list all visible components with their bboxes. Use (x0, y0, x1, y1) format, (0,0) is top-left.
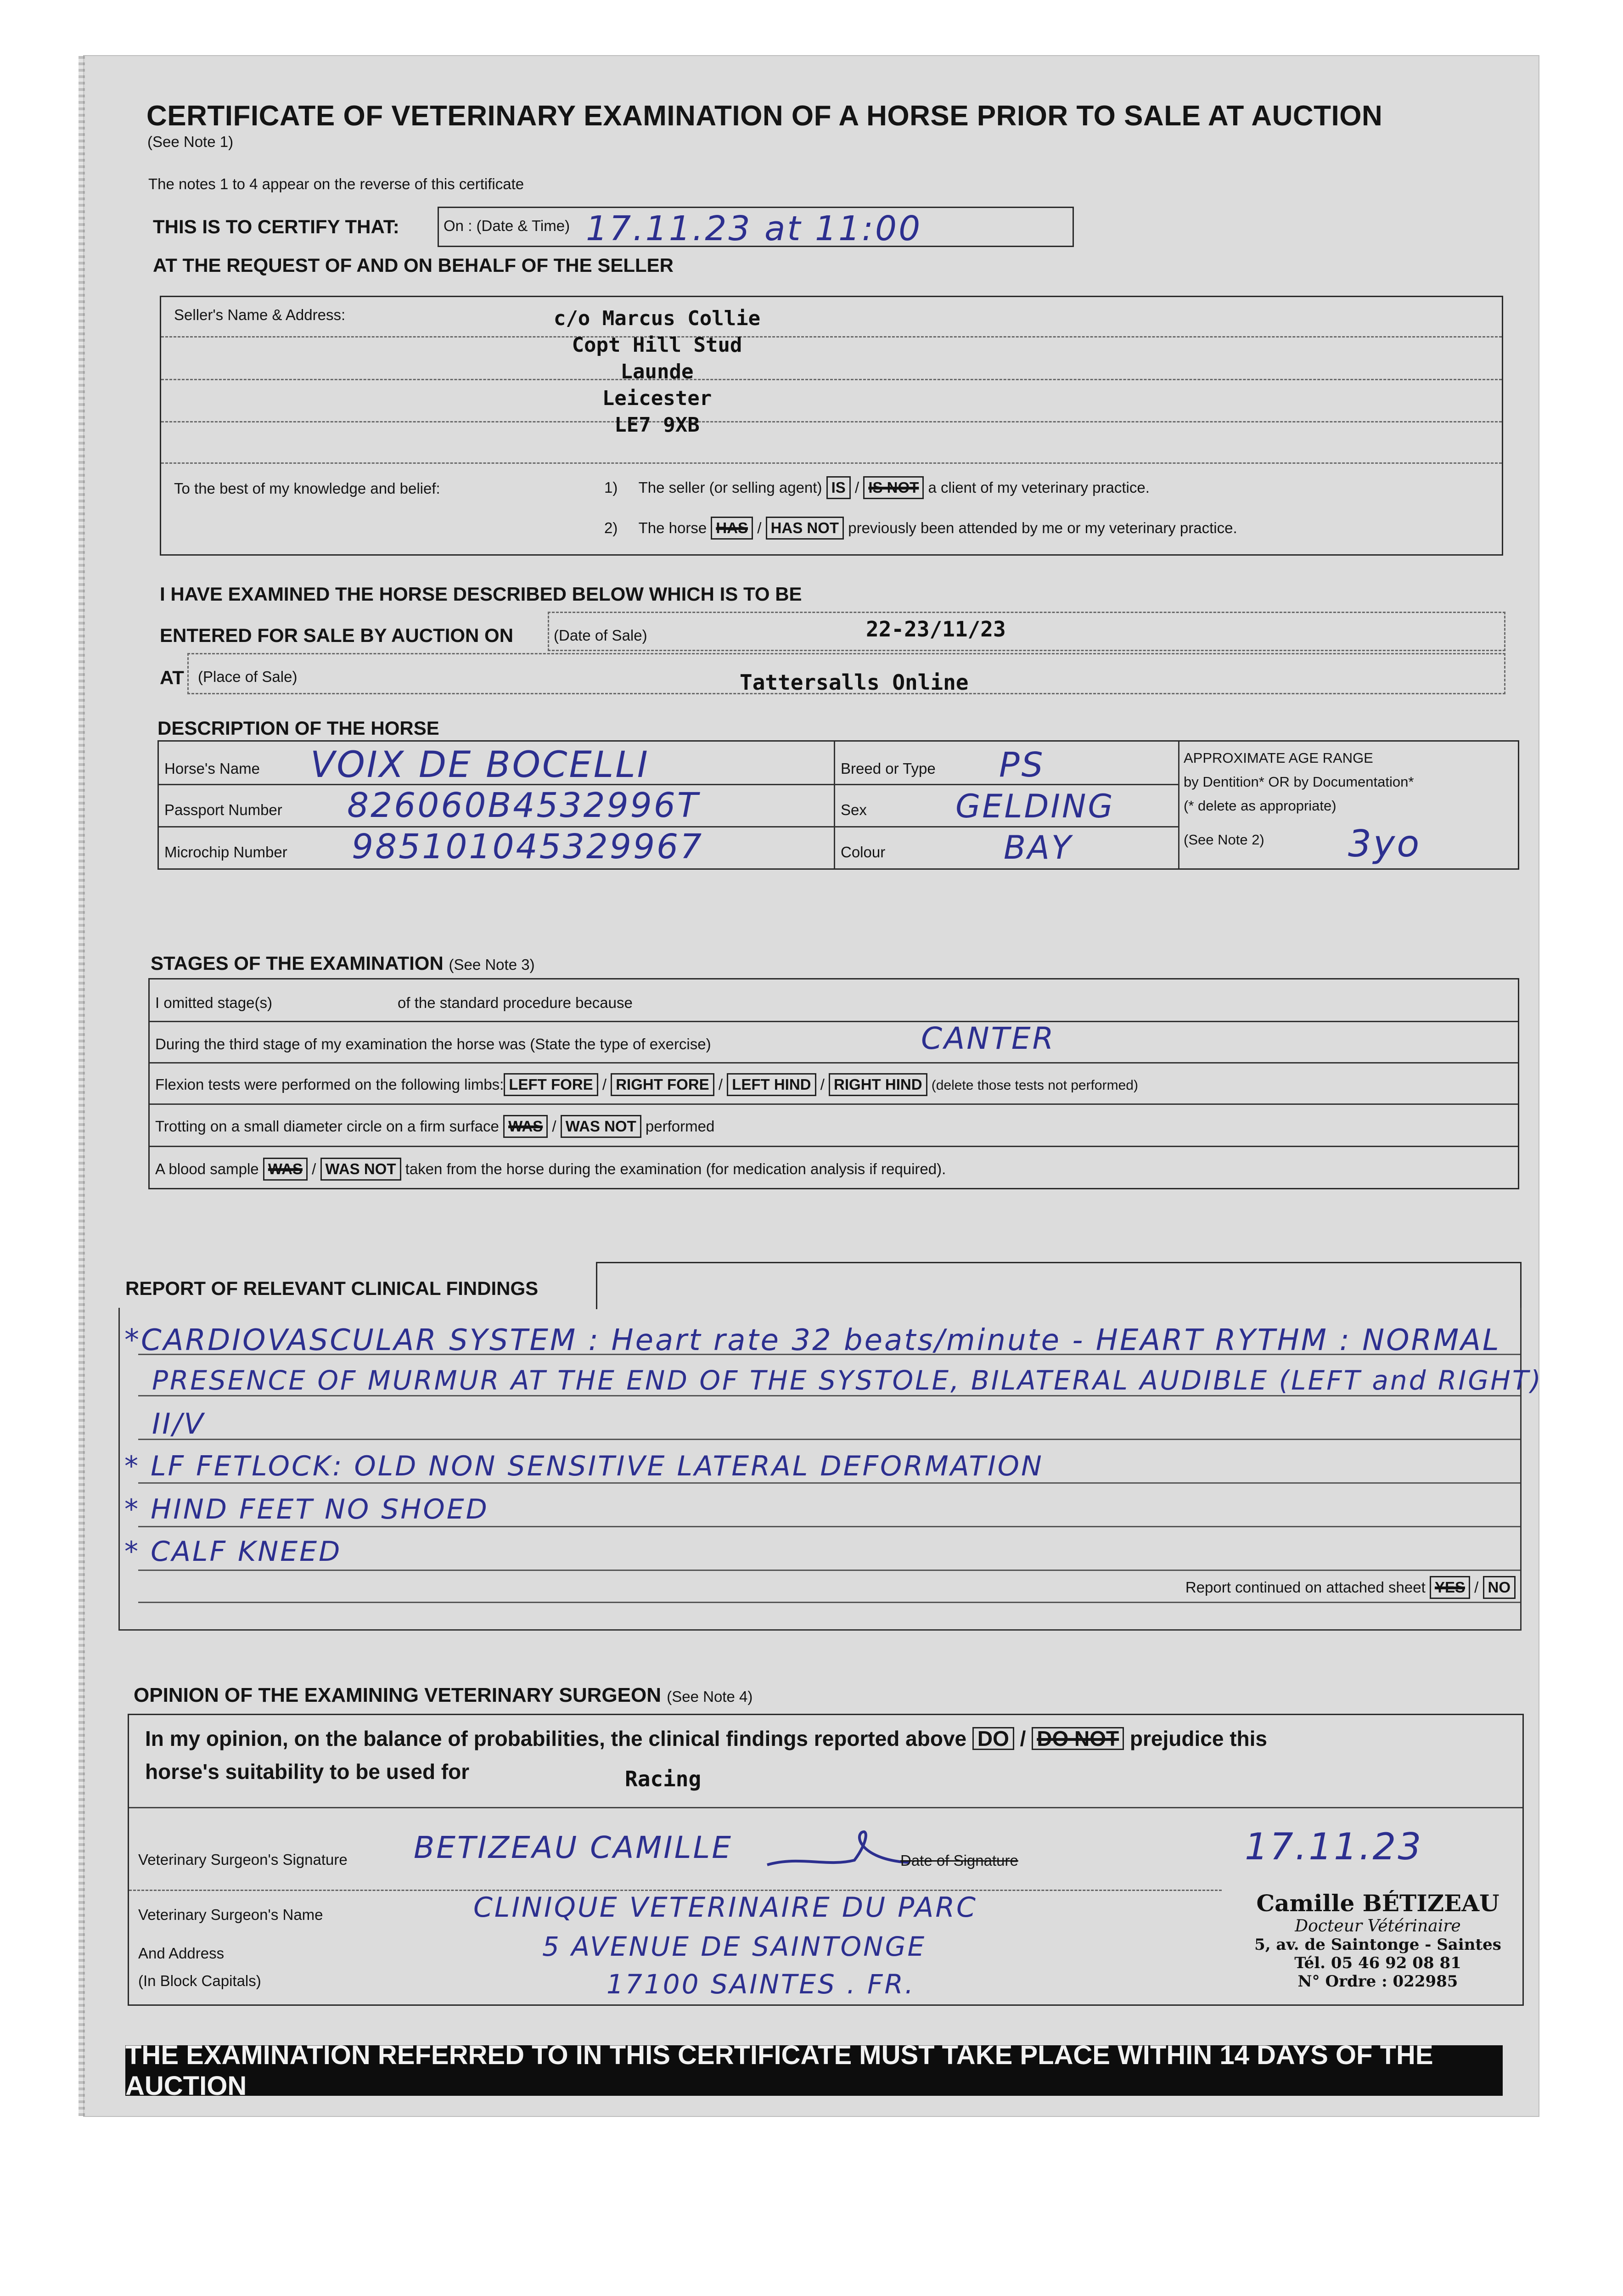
knowledge-label: To the best of my knowledge and belief: (174, 480, 440, 497)
breed-label: Breed or Type (841, 760, 936, 777)
third-stage-label: During the third stage of my examination the horse was (State the type of exercise) (155, 1035, 711, 1052)
report-box (118, 1308, 1543, 1631)
request-label: AT THE REQUEST OF AND ON BEHALF OF THE SELLER (153, 254, 674, 276)
report-line-3: II/V (152, 1407, 205, 1441)
report-line-6-row (124, 1536, 342, 1568)
trotting-was-not: WAS NOT (561, 1115, 641, 1138)
age-note: (See Note 2) (1184, 832, 1264, 848)
date-time-box (438, 207, 1074, 247)
on-label: On : (Date & Time) (444, 217, 570, 234)
item1-text: The seller (or selling agent) (638, 479, 822, 496)
horse-name-label: Horse's Name (164, 760, 260, 777)
seller-address-line: Launde (620, 360, 694, 383)
opinion-heading-text: OPINION OF THE EXAMINING VETERINARY SURGEON (134, 1684, 662, 1706)
limb-right-hind: RIGHT HIND (829, 1073, 927, 1096)
opinion-do-not-struck: DO NOT (1032, 1727, 1124, 1750)
omitted-post: of the standard procedure because (398, 994, 633, 1011)
item-number: 1) (604, 479, 618, 496)
continued-label: Report continued on attached sheet (1185, 1579, 1426, 1596)
description-heading: DESCRIPTION OF THE HORSE (157, 717, 439, 739)
address-label: And Address (138, 1945, 225, 1962)
continued-no: NO (1483, 1576, 1516, 1599)
page-edge (79, 56, 85, 2116)
certify-label: THIS IS TO CERTIFY THAT: (153, 216, 399, 237)
age-heading: APPROXIMATE AGE RANGE (1184, 750, 1373, 766)
stages-heading-note: (See Note 3) (449, 956, 535, 973)
passport-value: 826060B4532996T (347, 786, 700, 825)
bullet-star: * (124, 1536, 140, 1568)
sex-value: GELDING (955, 788, 1115, 825)
stamp-title: Docteur Vétérinaire (1295, 1917, 1461, 1936)
seller-client-statement: 1) The seller (or selling agent) IS / IS NOT a client of my veterinary practice. (604, 476, 1150, 499)
report-line-4-row (124, 1450, 1044, 1482)
signature-scribble (763, 1823, 914, 1879)
opinion-text-pre: In my opinion, on the balance of probabilities, the clinical findings reported above (145, 1727, 967, 1750)
certificate-title: CERTIFICATE OF VETERINARY EXAMINATION OF A HORSE PRIOR TO SALE AT AUCTION (146, 100, 1383, 132)
seller-box (160, 296, 1503, 556)
at-label: AT (160, 667, 184, 688)
vet-address-line-3: 17100 SAINTES . FR. (607, 1969, 915, 2000)
date-of-sale-value: 22-23/11/23 (866, 617, 1006, 642)
blood-was-struck: WAS (263, 1158, 308, 1181)
bullet-star: * (124, 1450, 140, 1482)
age-line2: by Dentition* OR by Documentation* (1184, 774, 1414, 790)
limb-left-fore: LEFT FORE (504, 1073, 598, 1096)
opinion-text-line2: horse's suitability to be used for (145, 1760, 470, 1784)
report-line-6: CALF KNEED (151, 1536, 342, 1568)
seller-address-line: c/o Marcus Collie (553, 307, 761, 330)
examined-label: I HAVE EXAMINED THE HORSE DESCRIBED BELOW WHICH IS TO BE (160, 583, 802, 605)
report-line-5: HIND FEET NO SHOED (151, 1493, 489, 1525)
seller-address (528, 305, 786, 439)
blood-label: A blood sample (155, 1160, 259, 1177)
report-line-5-row (124, 1493, 489, 1525)
vet-address-line-2: 5 AVENUE DE SAINTONGE (542, 1931, 927, 1962)
age-value: 3yo (1348, 822, 1421, 865)
description-table (157, 740, 1519, 870)
opinion-heading-note: (See Note 4) (667, 1688, 753, 1705)
opinion-use-value: Racing (625, 1767, 702, 1791)
horse-attended-statement: 2) The horse HAS / HAS NOT previously been attended by me or my veterinary practice. (604, 517, 1237, 540)
flexion-row: Flexion tests were performed on the following limbs: LEFT FORE / RIGHT FORE / LEFT HIND / RIGHT HIND (delete those tests not performed) (155, 1073, 1138, 1096)
vet-stamp (1249, 1890, 1506, 1991)
opinion-box (128, 1714, 1524, 2006)
colour-label: Colour (841, 844, 886, 861)
stages-heading-text: STAGES OF THE EXAMINATION (151, 952, 444, 974)
report-heading: REPORT OF RELEVANT CLINICAL FINDINGS (125, 1277, 539, 1299)
place-of-sale-hint: (Place of Sale) (198, 668, 298, 685)
opinion-text-line1: In my opinion, on the balance of probabilities, the clinical findings reported above DO / DO NOT prejudice this (145, 1727, 1267, 1750)
horse-name-value: VOIX DE BOCELLI (310, 744, 650, 786)
date-sig-label: Date of Signature (900, 1852, 1018, 1869)
report-line-2: PRESENCE OF MURMUR AT THE END OF THE SYSTOLE, BILATERAL AUDIBLE (LEFT and RIGHT) (152, 1365, 1543, 1396)
third-stage-value: CANTER (921, 1021, 1056, 1056)
seller-address-line: Leicester (602, 387, 712, 410)
is-option: IS (826, 476, 851, 499)
footer-banner: THE EXAMINATION REFERRED TO IN THIS CERTIFICATE MUST TAKE PLACE WITHIN 14 DAYS OF THE AUCTION (125, 2045, 1503, 2096)
microchip-label: Microchip Number (164, 844, 287, 861)
sex-label: Sex (841, 801, 867, 818)
stamp-phone: Tél. 05 46 92 08 81 (1294, 1954, 1461, 1972)
breed-value: PS (999, 745, 1045, 785)
passport-label: Passport Number (164, 801, 282, 818)
report-line-1: *CARDIOVASCULAR SYSTEM : Heart rate 32 beats/minute - HEART RYTHM : NORMAL (124, 1323, 1501, 1357)
continued-yes-struck: YES (1430, 1576, 1470, 1599)
trotting-performed: performed (645, 1118, 715, 1135)
stamp-address: 5, av. de Saintonge - Saintes (1254, 1936, 1501, 1954)
opinion-text-post: prejudice this (1129, 1727, 1267, 1750)
blood-was-not: WAS NOT (320, 1158, 401, 1181)
bullet-star: * (124, 1493, 140, 1525)
seller-label: Seller's Name & Address: (174, 306, 346, 323)
opinion-heading (134, 1684, 753, 1707)
notes-line: The notes 1 to 4 appear on the reverse of this certificate (148, 175, 524, 192)
report-heading-tab (596, 1262, 1522, 1309)
report-line-4: LF FETLOCK: OLD NON SENSITIVE LATERAL DEFORMATION (151, 1450, 1044, 1482)
report-continued: Report continued on attached sheet YES / NO (1185, 1576, 1516, 1599)
blood-post: taken from the horse during the examination (for medication analysis if required). (405, 1160, 946, 1177)
certificate-page (84, 56, 1543, 2116)
date-sig-value: 17.11.23 (1245, 1825, 1423, 1868)
microchip-value: 985101045329967 (352, 827, 704, 867)
name-label: Veterinary Surgeon's Name (138, 1906, 323, 1923)
trotting-was-struck: WAS (503, 1115, 548, 1138)
trotting-label: Trotting on a small diameter circle on a firm surface (155, 1118, 499, 1135)
has-option-struck: HAS (711, 517, 753, 540)
item2-text-post: previously been attended by me or my veterinary practice. (848, 519, 1237, 536)
item-number: 2) (604, 519, 618, 536)
seller-address-line: LE7 9XB (614, 413, 700, 437)
is-not-option-struck: IS NOT (863, 476, 924, 499)
item2-text: The horse (638, 519, 707, 536)
blood-sample-row: A blood sample WAS / WAS NOT taken from the horse during the examination (for medication analysis if required). (155, 1158, 946, 1181)
place-of-sale-value: Tattersalls Online (740, 670, 969, 695)
vet-address-line-1: CLINIQUE VETERINAIRE DU PARC (473, 1891, 977, 1924)
date-of-sale-hint: (Date of Sale) (554, 627, 647, 644)
place-of-sale-box (187, 653, 1505, 694)
entered-label: ENTERED FOR SALE BY AUCTION ON (160, 625, 514, 646)
item1-text-post: a client of my veterinary practice. (928, 479, 1150, 496)
stamp-order: N° Ordre : 022985 (1297, 1972, 1458, 1991)
stages-heading (151, 952, 535, 974)
colour-value: BAY (1004, 829, 1073, 867)
seller-address-line: Copt Hill Stud (572, 333, 742, 357)
limb-left-hind: LEFT HIND (727, 1073, 816, 1096)
has-not-option: HAS NOT (766, 517, 844, 540)
omitted-label: I omitted stage(s) (155, 994, 272, 1011)
stamp-name: Camille BÉTIZEAU (1256, 1890, 1499, 1917)
block-capitals-label: (In Block Capitals) (138, 1972, 261, 1989)
stages-table (148, 978, 1519, 1189)
date-of-sale-box (548, 612, 1505, 651)
flexion-label: Flexion tests were performed on the following limbs: (155, 1076, 504, 1093)
signature-label: Veterinary Surgeon's Signature (138, 1851, 348, 1868)
trotting-row: Trotting on a small diameter circle on a firm surface WAS / WAS NOT performed (155, 1115, 714, 1138)
age-line3: (* delete as appropriate) (1184, 798, 1337, 814)
flexion-note: (delete those tests not performed) (931, 1078, 1138, 1093)
limb-right-fore: RIGHT FORE (611, 1073, 714, 1096)
see-note-1: (See Note 1) (147, 133, 234, 150)
opinion-do: DO (972, 1727, 1014, 1750)
signature-value: BETIZEAU CAMILLE (414, 1830, 733, 1865)
on-value: 17.11.23 at 11:00 (586, 209, 922, 248)
